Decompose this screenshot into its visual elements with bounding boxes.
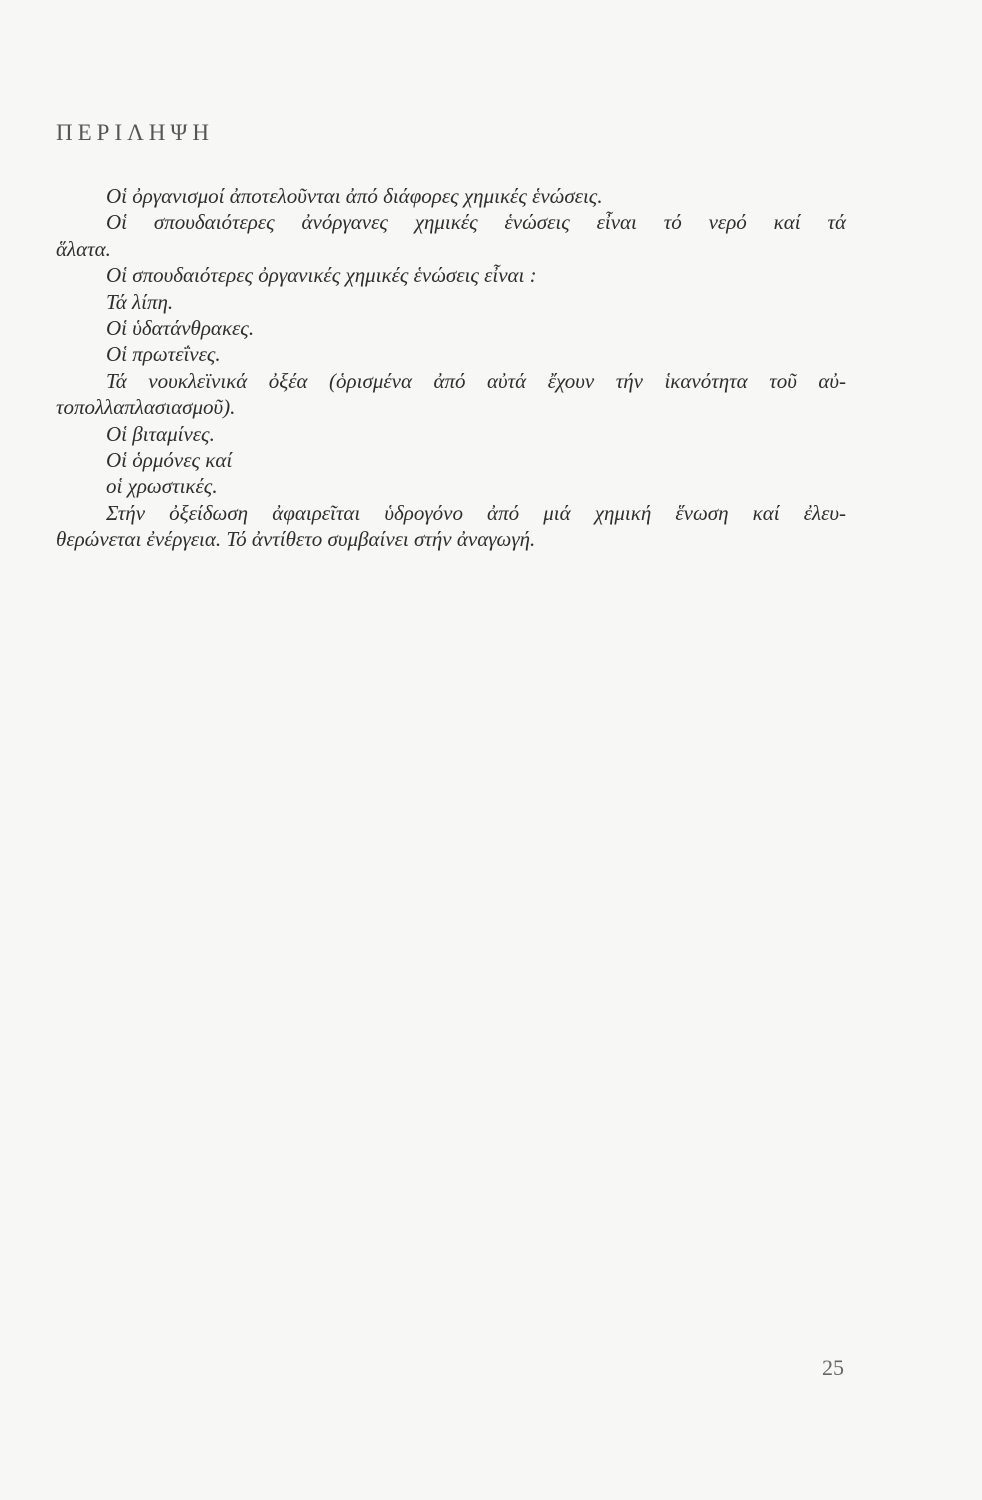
page-heading: ΠΕΡΙΛΗΨΗ [56, 120, 214, 145]
text-line: Οἱ πρωτεΐνες. [106, 342, 221, 367]
text-line: τοπολλαπλασιασμοῦ). [56, 395, 236, 420]
text-line: Οἱ βιταμίνες. [106, 421, 215, 446]
text-line: ἅλατα. [56, 236, 111, 261]
text-line: Οἱ σπουδαιότερες ἀνόργανες χημικές ἑνώσεις εἶναι τό νερό καί τά [106, 210, 846, 235]
text-line: οἱ χρωστικές. [106, 474, 218, 499]
text-line: Τά νουκλεϊνικά ὀξέα (ὁρισμένα ἀπό αὐτά ἔχουν τήν ἱκανότητα τοῦ αὐ- [106, 368, 846, 393]
text-line: Οἱ ὁρμόνες καί [106, 447, 233, 472]
text-line: Τά λίπη. [106, 289, 174, 314]
page-number: 25 [822, 1355, 844, 1380]
summary-text [56, 183, 846, 552]
text-line: Στήν ὀξείδωση ἀφαιρεῖται ὑδρογόνο ἀπό μιά χημική ἕνωση καί ἐλευ- [106, 500, 846, 525]
text-line: Οἱ σπουδαιότερες ὀργανικές χημικές ἑνώσεις εἶναι : [106, 263, 537, 288]
text-line: θερώνεται ἐνέργεια. Τό ἀντίθετο συμβαίνει στήν ἀναγωγή. [56, 527, 536, 552]
text-line: Οἱ ὑδατάνθρακες. [106, 315, 255, 340]
text-line: Οἱ ὀργανισμοί ἀποτελοῦνται ἀπό διάφορες χημικές ἑνώσεις. [106, 184, 603, 208]
